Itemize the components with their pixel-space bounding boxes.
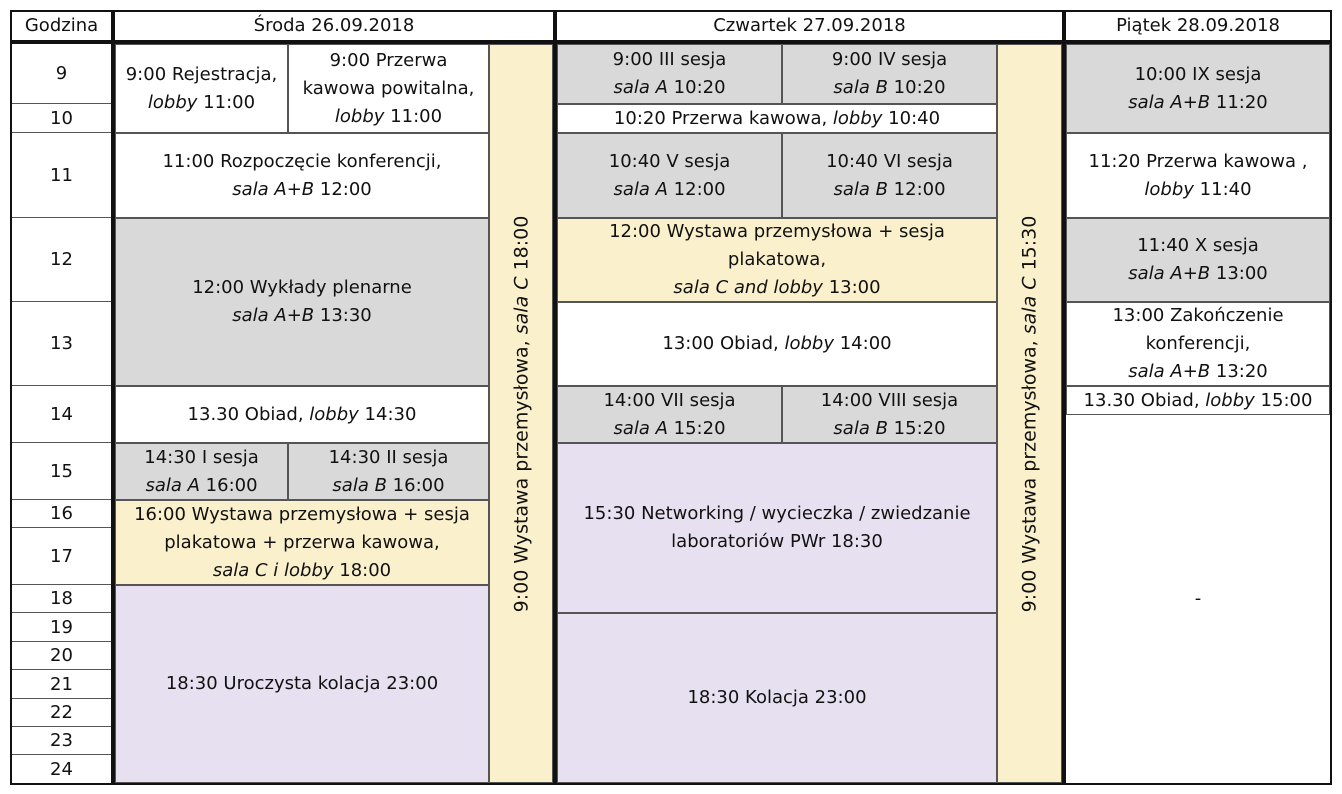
thu-session-5: 10:40 V sesja sala A 12:00 xyxy=(557,133,782,218)
hour-14: 14 xyxy=(12,386,111,443)
hour-22: 22 xyxy=(12,699,111,727)
thu-lunch: 13:00 Obiad, lobby 14:00 xyxy=(557,302,997,386)
hour-12: 12 xyxy=(12,218,111,302)
hour-23: 23 xyxy=(12,727,111,755)
thu-session-6: 10:40 VI sesja sala B 12:00 xyxy=(782,133,997,218)
hour-9: 9 xyxy=(12,44,111,104)
hour-20: 20 xyxy=(12,642,111,670)
wed-session-1: 14:30 I sesja sala A 16:00 xyxy=(115,443,288,500)
hour-11: 11 xyxy=(12,133,111,218)
wed-exhibition-vertical: 9:00 Wystawa przemysłowa, sala C 18:00 xyxy=(489,44,553,783)
fri-session-9: 10:00 IX sesja sala A+B 11:20 xyxy=(1066,44,1330,133)
fri-coffee-break: 11:20 Przerwa kawowa , lobby 11:40 xyxy=(1066,133,1330,218)
fri-lunch: 13.30 Obiad, lobby 15:00 xyxy=(1066,386,1330,415)
fri-session-10: 11:40 X sesja sala A+B 13:00 xyxy=(1066,218,1330,302)
wed-plenary: 12:00 Wykłady plenarne sala A+B 13:30 xyxy=(115,218,489,386)
thu-networking: 15:30 Networking / wycieczka / zwiedzanie laboratoriów PWr 18:30 xyxy=(557,443,997,613)
thu-session-8: 14:00 VIII sesja sala B 15:20 xyxy=(782,386,997,443)
header-hour: Godzina xyxy=(10,10,113,42)
thu-dinner: 18:30 Kolacja 23:00 xyxy=(557,613,997,783)
hour-16: 16 xyxy=(12,500,111,528)
thu-exhibition-poster: 12:00 Wystawa przemysłowa + sesja plakatowa, sala C and lobby 13:00 xyxy=(557,218,997,302)
wed-opening: 11:00 Rozpoczęcie konferencji, sala A+B 12:00 xyxy=(115,133,489,218)
hour-13: 13 xyxy=(12,302,111,386)
wed-gala-dinner: 18:30 Uroczysta kolacja 23:00 xyxy=(115,585,489,783)
thu-session-3: 9:00 III sesja sala A 10:20 xyxy=(557,44,782,104)
wed-registration: 9:00 Rejestracja, lobby 11:00 xyxy=(115,44,288,133)
wed-lunch: 13.30 Obiad, lobby 14:30 xyxy=(115,386,489,443)
hour-18: 18 xyxy=(12,585,111,613)
wed-exhibition-poster: 16:00 Wystawa przemysłowa + sesja plakatowa + przerwa kawowa, sala C i lobby 18:00 xyxy=(115,500,489,585)
header-thursday: Czwartek 27.09.2018 xyxy=(555,10,1064,42)
hour-17: 17 xyxy=(12,528,111,585)
hour-19: 19 xyxy=(12,613,111,642)
hour-10: 10 xyxy=(12,104,111,133)
thu-session-7: 14:00 VII sesja sala A 15:20 xyxy=(557,386,782,443)
header-wednesday: Środa 26.09.2018 xyxy=(113,10,555,42)
hour-21: 21 xyxy=(12,670,111,699)
wed-session-2: 14:30 II sesja sala B 16:00 xyxy=(288,443,489,500)
thu-session-4: 9:00 IV sesja sala B 10:20 xyxy=(782,44,997,104)
header-friday: Piątek 28.09.2018 xyxy=(1064,10,1332,42)
thu-coffee-break: 10:20 Przerwa kawowa, lobby 10:40 xyxy=(557,104,997,133)
hour-15: 15 xyxy=(12,443,111,500)
thu-exhibition-vertical: 9:00 Wystawa przemysłowa, sala C 15:30 xyxy=(997,44,1062,783)
fri-empty: - xyxy=(1066,415,1330,783)
wed-welcome-break: 9:00 Przerwa kawowa powitalna, lobby 11:00 xyxy=(288,44,489,133)
hour-24: 24 xyxy=(50,758,73,780)
fri-closing: 13:00 Zakończenie konferencji, sala A+B 13:20 xyxy=(1066,302,1330,386)
